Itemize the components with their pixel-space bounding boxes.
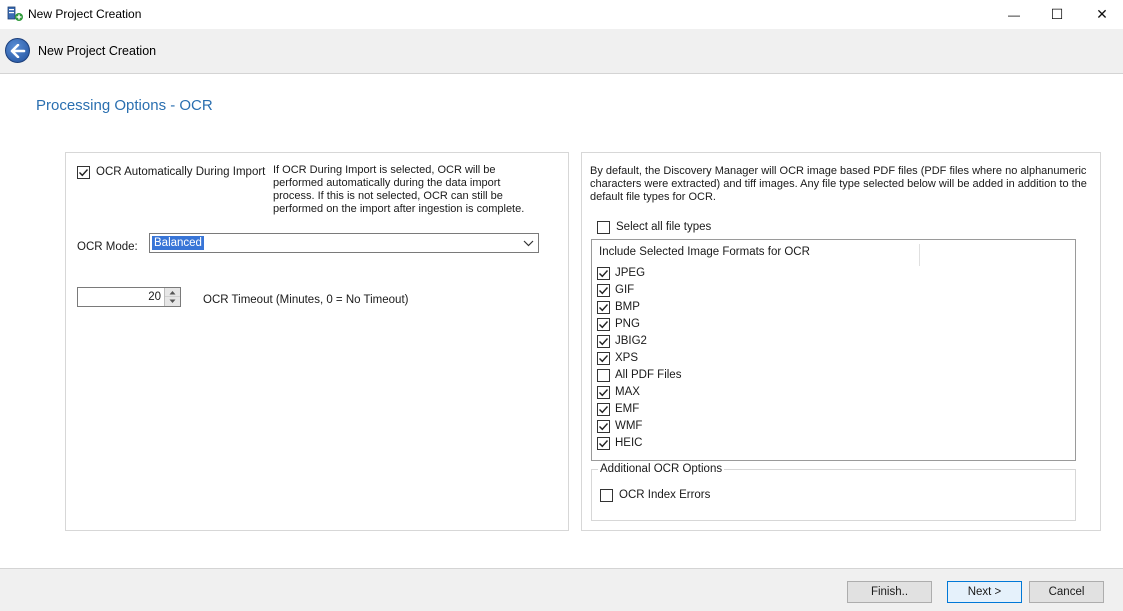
format-checkbox[interactable] [597,335,610,348]
ocr-auto-checkbox[interactable] [77,166,90,179]
format-label[interactable]: JPEG [615,267,646,279]
file-types-intro: By default, the Discovery Manager will OCR image based PDF files (PDF files where no alphanumeric characters were extracted) and tiff images. Any file type selected below will be added in addition to the default file types for OCR. [590,165,1087,203]
format-checkbox[interactable] [597,420,610,433]
format-label[interactable]: XPS [615,352,639,364]
ocr-index-errors-checkbox[interactable] [600,489,613,502]
format-checkbox[interactable] [597,352,610,365]
page-title: Processing Options - OCR [36,97,213,114]
format-label[interactable]: PNG [615,318,640,330]
checkmark-icon [598,421,609,432]
title-bar [0,0,1123,29]
checkmark-icon [78,167,89,178]
window-title: New Project Creation [28,7,142,21]
wizard-title: New Project Creation [38,44,157,58]
format-checkbox[interactable] [597,437,610,450]
checkmark-icon [598,353,609,364]
format-label[interactable]: BMP [615,301,640,313]
format-checkbox[interactable] [597,386,610,399]
select-all-label[interactable]: Select all file types [616,221,712,233]
ocr-index-errors-label[interactable]: OCR Index Errors [619,489,711,501]
chevron-down-icon [523,238,534,248]
format-label[interactable]: WMF [615,420,643,432]
finish-button[interactable]: Finish.. [847,581,932,603]
minimize-button[interactable] [991,0,1037,29]
image-formats-list [591,239,1076,461]
caret-up-icon [169,290,176,295]
format-label[interactable]: JBIG2 [615,335,647,347]
checkmark-icon [598,285,609,296]
stepper-buttons [164,288,180,306]
ocr-mode-value: Balanced [154,237,202,249]
format-checkbox[interactable] [597,267,610,280]
maximize-icon: ☐ [1050,6,1064,22]
format-label[interactable]: GIF [615,284,635,296]
select-all-checkbox[interactable] [597,221,610,234]
ocr-mode-select[interactable] [149,233,539,253]
wizard-header [0,29,1123,73]
additional-options-legend: Additional OCR Options [600,463,723,475]
format-label[interactable]: All PDF Files [615,369,682,381]
image-formats-header: Include Selected Image Formats for OCR [599,246,810,258]
stepper-up-button[interactable] [165,288,180,297]
ocr-auto-label[interactable]: OCR Automatically During Import [96,166,266,178]
app-icon [6,5,24,23]
checkmark-icon [598,336,609,347]
format-checkbox[interactable] [597,301,610,314]
back-button[interactable] [5,38,30,63]
close-icon: ✕ [1096,6,1108,22]
ocr-auto-description: If OCR During Import is selected, OCR will be performed automatically during the data import process. If this is not selected, OCR can still be performed on the import after ingestion is complete. [273,164,525,215]
ocr-timeout-label: OCR Timeout (Minutes, 0 = No Timeout) [203,294,409,306]
stepper-down-button[interactable] [165,297,180,306]
ocr-mode-label: OCR Mode: [77,241,138,253]
ocr-timeout-stepper[interactable] [77,287,181,307]
column-divider [919,244,920,266]
ocr-timeout-value: 20 [148,291,161,303]
format-label[interactable]: MAX [615,386,640,398]
checkmark-icon [598,438,609,449]
checkmark-icon [598,404,609,415]
maximize-button[interactable] [1034,0,1080,29]
checkmark-icon [598,268,609,279]
next-button[interactable]: Next > [947,581,1022,603]
format-label[interactable]: HEIC [615,437,643,449]
arrow-left-icon [10,44,26,58]
checkmark-icon [598,302,609,313]
checkmark-icon [598,387,609,398]
close-button[interactable] [1079,0,1123,29]
checkmark-icon [598,319,609,330]
format-checkbox[interactable] [597,369,610,382]
format-checkbox[interactable] [597,318,610,331]
format-checkbox[interactable] [597,284,610,297]
format-checkbox[interactable] [597,403,610,416]
header-divider [0,73,1123,74]
format-label[interactable]: EMF [615,403,640,415]
minimize-icon: — [1008,7,1020,22]
cancel-button[interactable]: Cancel [1029,581,1104,603]
caret-down-icon [169,299,176,304]
